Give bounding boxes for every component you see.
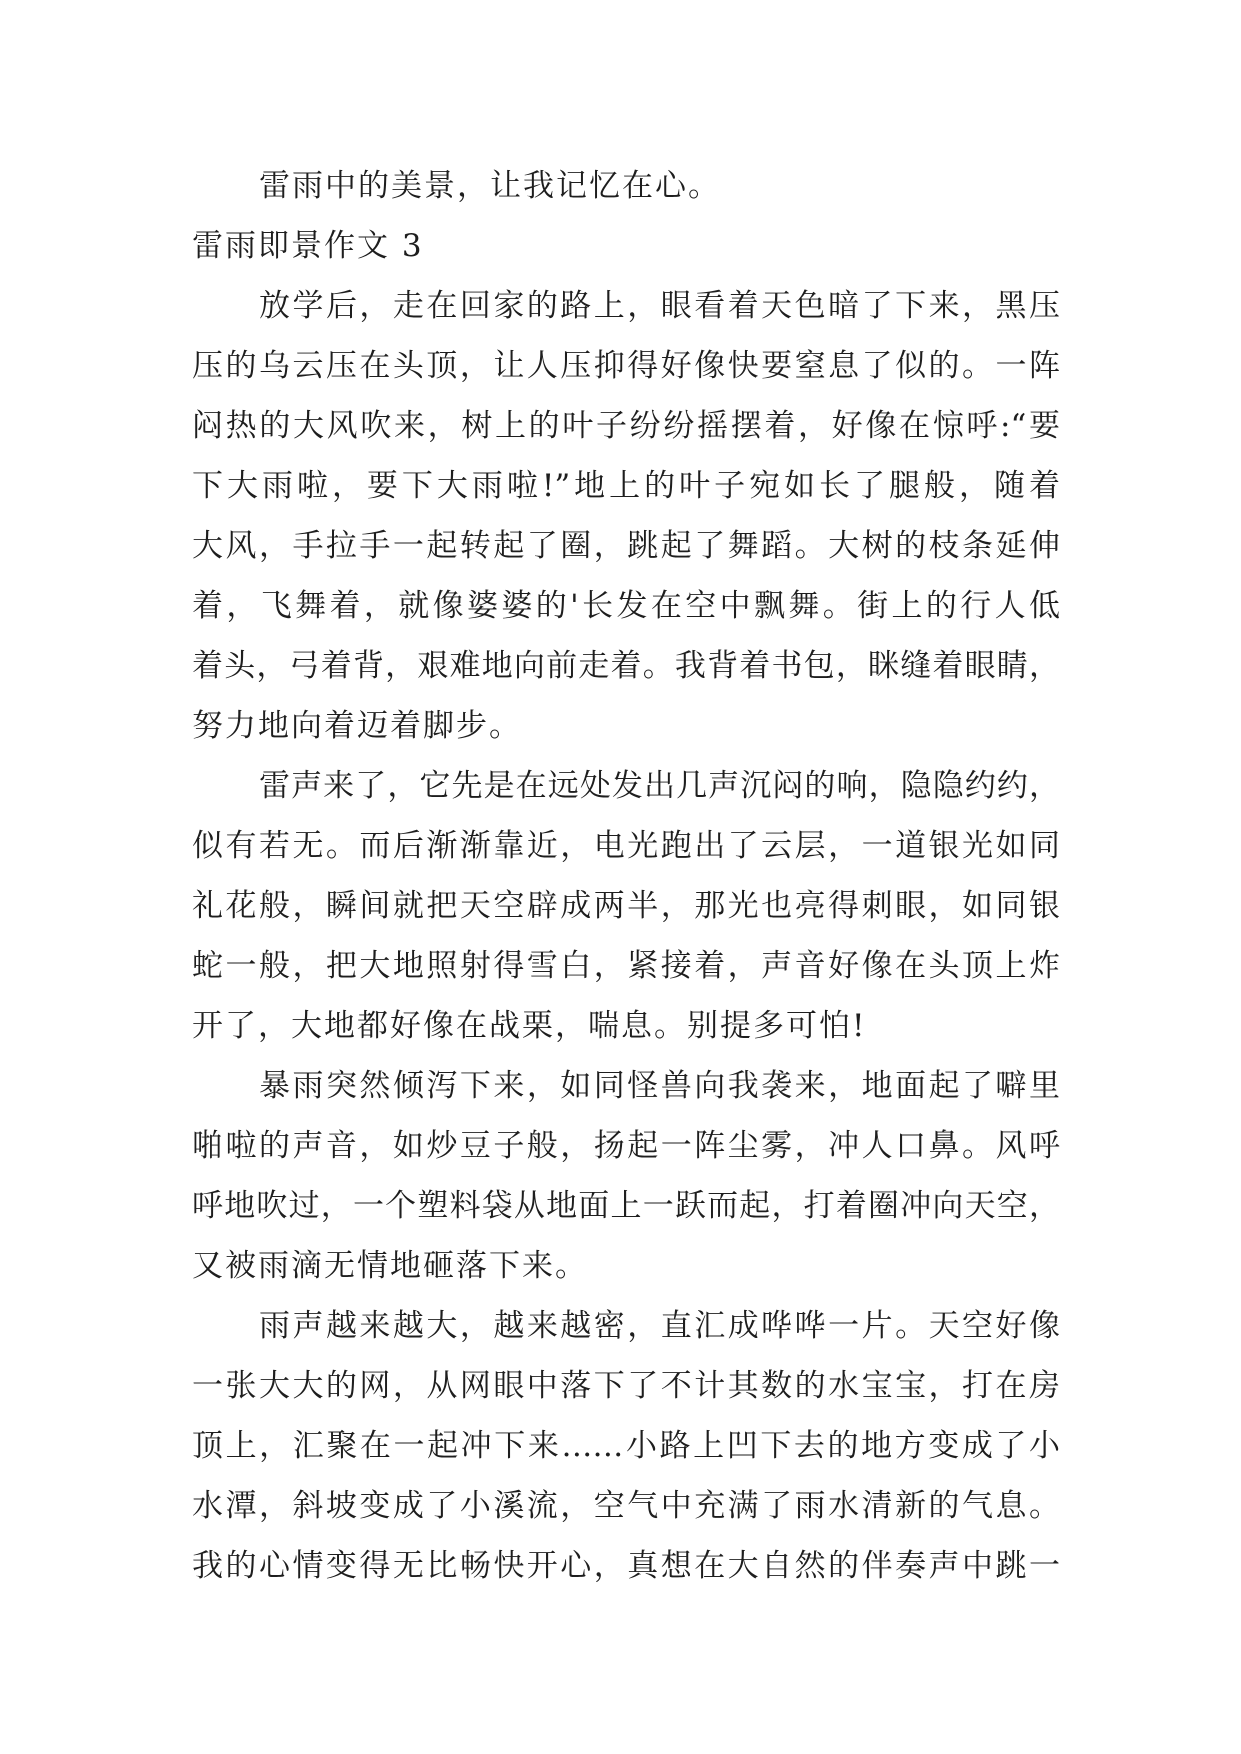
text-line: 礼花般，瞬间就把天空辟成两半，那光也亮得刺眼，如同银 [192,888,1060,924]
essay-title: 雷雨即景作文 3 [192,228,424,264]
text-line: 似有若无。而后渐渐靠近，电光跑出了云层，一道银光如同 [192,828,1060,864]
paragraph-3 [192,1056,1060,1296]
text-line: 雷雨中的美景，让我记忆在心。 [259,168,721,204]
text-line: 放学后，走在回家的路上，眼看着天色暗了下来，黑压 [259,288,1060,324]
paragraph-1 [192,276,1060,756]
text-line: 暴雨突然倾泻下来，如同怪兽向我袭来，地面起了噼里 [259,1068,1060,1104]
document-body [192,156,1060,1596]
paragraph-2 [192,756,1060,1056]
text-line: 呼地吹过，一个塑料袋从地面上一跃而起，打着圈冲向天空， [192,1188,1060,1224]
text-line: 雷声来了，它先是在远处发出几声沉闷的响，隐隐约约， [259,768,1060,804]
text-line: 努力地向着迈着脚步。 [192,708,522,744]
text-line: 下大雨啦，要下大雨啦!”地上的叶子宛如长了腿般，随着 [192,468,1060,504]
text-line: 着头，弓着背，艰难地向前走着。我背着书包，眯缝着眼睛， [192,648,1060,684]
text-line: 我的心情变得无比畅快开心，真想在大自然的伴奏声中跳一 [192,1548,1060,1584]
text-line: 水潭，斜坡变成了小溪流，空气中充满了雨水清新的气息。 [192,1488,1060,1524]
text-line: 压的乌云压在头顶，让人压抑得好像快要窒息了似的。一阵 [192,348,1060,384]
text-line: 蛇一般，把大地照射得雪白，紧接着，声音好像在头顶上炸 [192,948,1060,984]
paragraph-intro [192,156,1060,216]
paragraph-4 [192,1296,1060,1596]
text-line: 又被雨滴无情地砸落下来。 [192,1248,588,1284]
text-line: 开了，大地都好像在战栗，喘息。别提多可怕! [192,1008,867,1044]
text-line: 顶上，汇聚在一起冲下来……小路上凹下去的地方变成了小 [192,1428,1060,1464]
text-line: 大风，手拉手一起转起了圈，跳起了舞蹈。大树的枝条延伸 [192,528,1060,564]
text-line: 闷热的大风吹来，树上的叶子纷纷摇摆着，好像在惊呼:“要 [192,408,1060,444]
text-line: 一张大大的网，从网眼中落下了不计其数的水宝宝，打在房 [192,1368,1060,1404]
text-line: 雨声越来越大，越来越密，直汇成哗哗一片。天空好像 [259,1308,1060,1344]
text-line: 着，飞舞着，就像婆婆的'长发在空中飘舞。街上的行人低 [192,588,1060,624]
text-line: 啪啦的声音，如炒豆子般，扬起一阵尘雾，冲人口鼻。风呼 [192,1128,1060,1164]
